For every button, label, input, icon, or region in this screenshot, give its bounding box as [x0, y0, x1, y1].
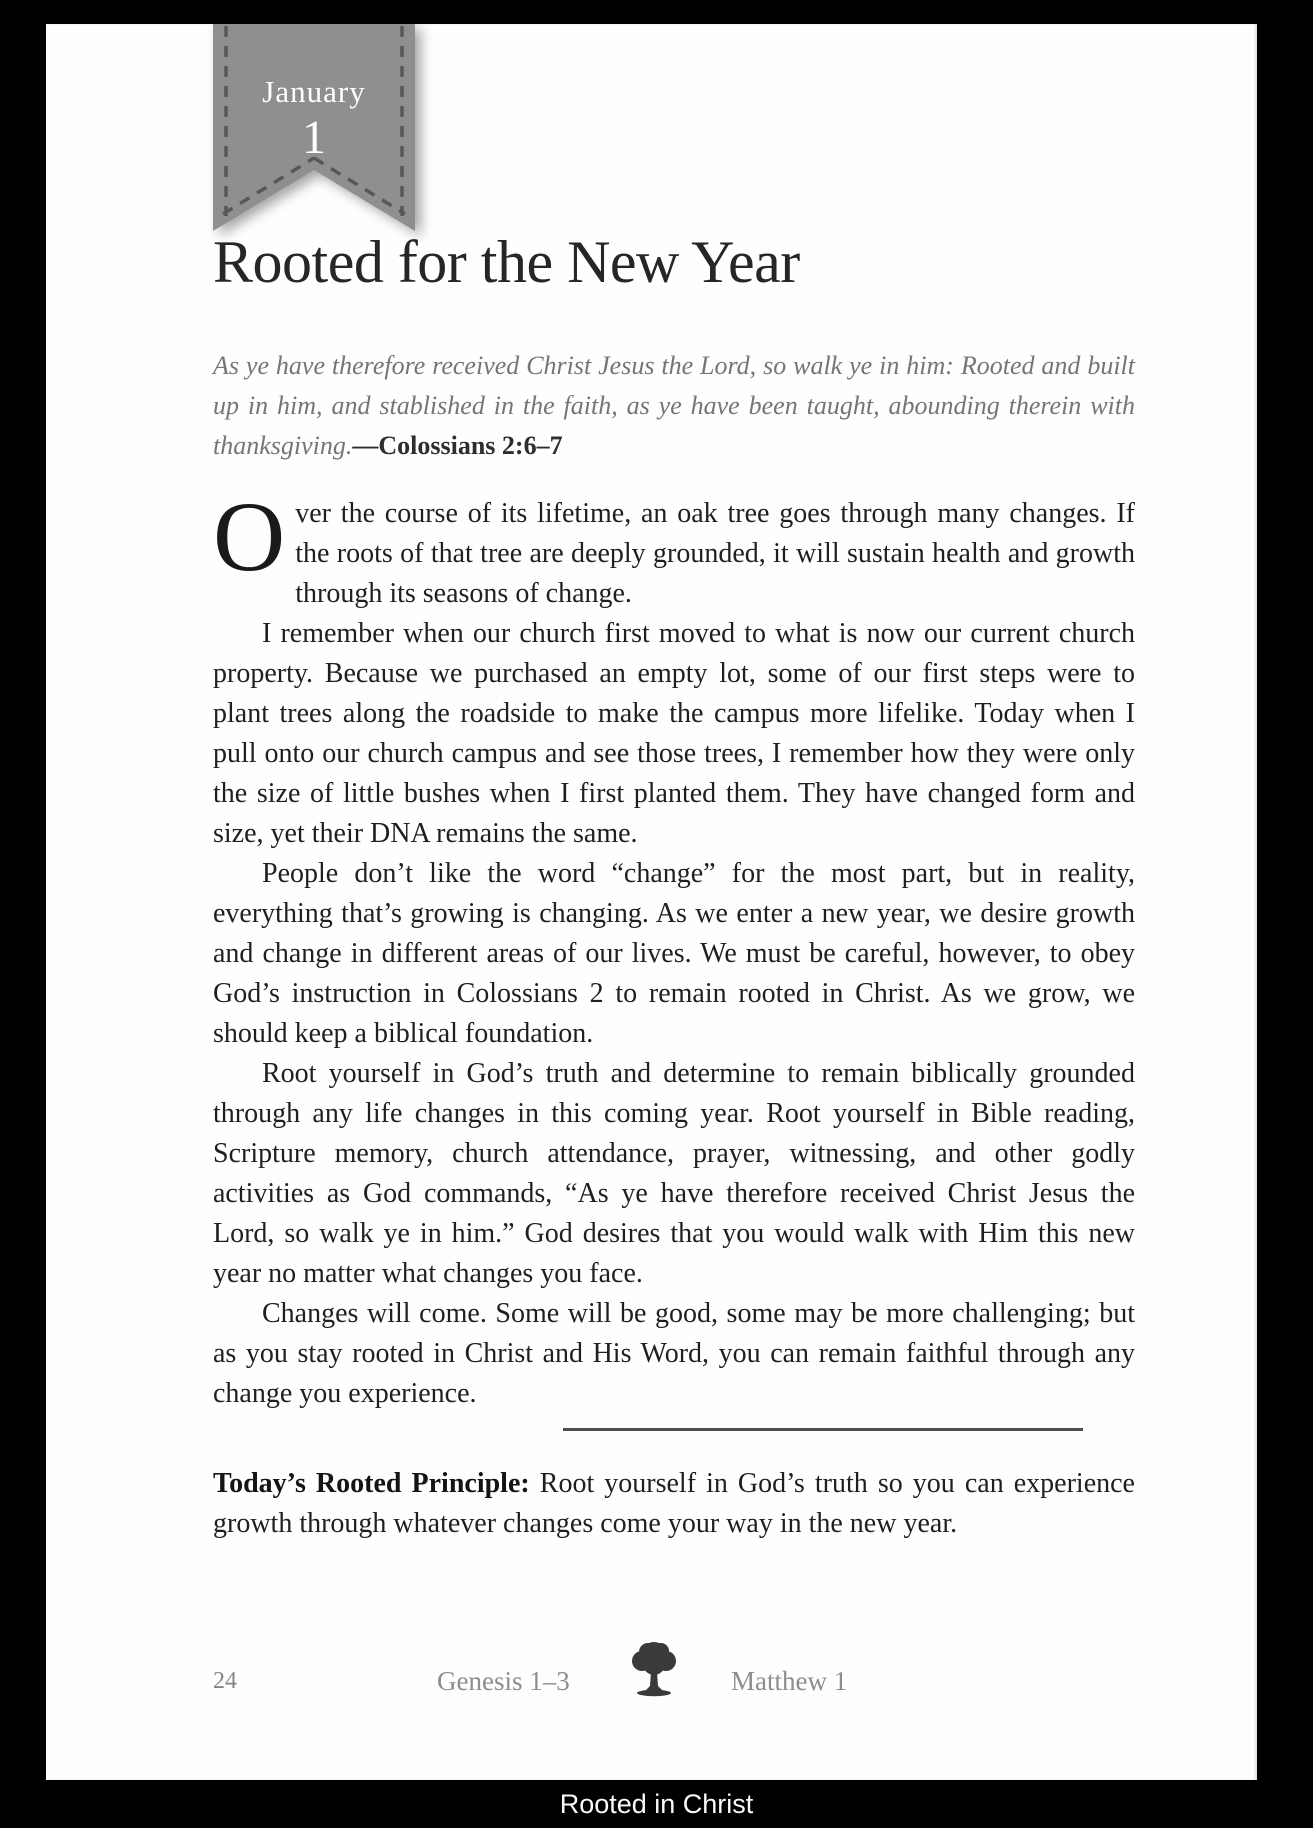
ribbon-month-label: January: [262, 74, 366, 109]
body-paragraph: Over the course of its lifetime, an oak tree goes through many changes. If the roots of that tree are deeply grounded, it will sustain health and growth through its seasons of change.: [213, 481, 1135, 609]
app-title-bar: [0, 1780, 1313, 1828]
reading-plan-nt: Matthew 1: [731, 1666, 848, 1696]
devotional-body: [213, 481, 1135, 1414]
tree-icon: [623, 1640, 687, 1700]
drop-cap: O: [213, 481, 286, 592]
book-page: [46, 24, 1257, 1780]
principle-paragraph: [213, 1464, 1135, 1544]
section-divider: [563, 1428, 1083, 1431]
body-paragraph: People don’t like the word “change” for the most part, but in reality, everything that’s growing is changing. As we enter a new year, we desire growth and change in different areas of our lives. We must be careful, however, to obey God’s instruction in Colossians 2 to remain rooted in Christ. As we grow, we should keep a biblical foundation.: [213, 858, 1135, 1049]
ribbon-day-label: 1: [302, 111, 326, 164]
principle-text: Root yourself in God’s truth so you can experience growth through whatever changes come your way in the new year.: [213, 1468, 1135, 1539]
page-number: 24: [213, 1668, 237, 1694]
body-paragraph: Root yourself in God’s truth and determine to remain biblically grounded through any life changes in this coming year. Root yourself in Bible reading, Scripture memory, church attendance, prayer, witnessing, and other godly activities as God commands, “As ye have therefore received Christ Jesus the Lord, so walk ye in him.” God desires that you would walk with Him this new year no matter what changes you face.: [213, 1058, 1135, 1289]
body-paragraph: Changes will come. Some will be good, some may be more challenging; but as you stay rooted in Christ and His Word, you can remain faithful through any change you experience.: [213, 1298, 1135, 1409]
page-footer: [213, 1640, 1135, 1704]
chapter-title: Rooted for the New Year: [213, 229, 800, 295]
principle-label: Today’s Rooted Principle:: [213, 1468, 530, 1499]
body-paragraph: I remember when our church first moved to what is now our current church property. Because we purchased an empty lot, some of our first steps were to plant trees along the roadside to make the campus more lifelike. Today when I pull onto our church campus and see those trees, I remember how they were only the size of little bushes when I first planted them. They have changed form and size, yet their DNA remains the same.: [213, 618, 1135, 849]
scripture-text: As ye have therefore received Christ Jesus the Lord, so walk ye in him: Rooted and built up in him, and stablished in the faith, as ye have been taught, abounding therein with thanksgiving.: [213, 351, 1135, 460]
scripture-reference: —Colossians 2:6–7: [352, 431, 563, 460]
reading-plan-ot: Genesis 1–3: [437, 1666, 570, 1696]
app-title: Rooted in Christ: [559, 1788, 754, 1819]
scripture-quote: [213, 346, 1135, 466]
date-ribbon: [213, 24, 415, 231]
